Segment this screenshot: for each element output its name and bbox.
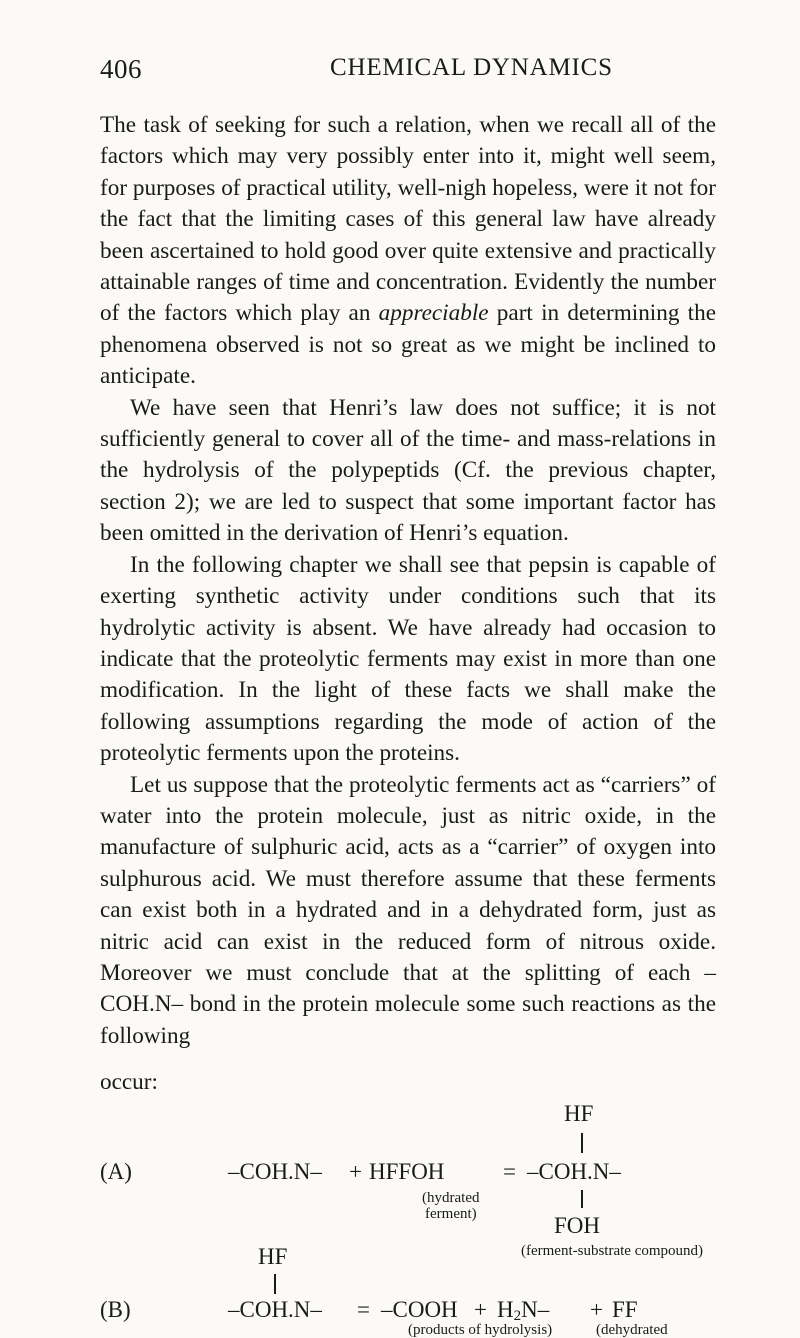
equation-a-plus: +: [349, 1159, 362, 1184]
lead-out-text: occur:: [100, 1069, 158, 1095]
equation-a-top-bond: [581, 1133, 583, 1153]
equation-b-equals: =: [357, 1297, 370, 1322]
equation-a-rhs: –COH.N–: [527, 1159, 621, 1184]
paragraph-4: Let us suppose that the proteolytic ferments act as “carriers” of water into the protein molecule, just as nitric oxide, in the manufacture of sulphuric acid, acts as a “carrier” of oxygen into sulphurous acid. We must therefore assume that these ferments can exist both in a hydrated and in a dehydrated form, just as nitric acid can exist in the reduced form of nitrous oxide. Moreover we must conclude that at the splitting of each –COH.N– bond in the protein molecule some such reactions as the following: [100, 771, 716, 1049]
equation-a-top-group: HF: [564, 1101, 594, 1126]
equation-a-note-rhs: (ferment-substrate compound): [521, 1243, 704, 1259]
running-head: CHEMICAL DYNAMICS: [330, 54, 613, 81]
equation-b-plus-2: +: [590, 1297, 603, 1322]
equation-a-note-reagent-1: (hydrated: [422, 1190, 480, 1206]
equation-b-top-group: HF: [258, 1244, 288, 1269]
equation-b-note-ff: (dehydrated: [596, 1322, 668, 1338]
body-text: [100, 110, 716, 1052]
equation-b-plus-1: +: [474, 1297, 487, 1322]
equation-a-label: (A): [100, 1159, 132, 1184]
equation-b-label: (B): [100, 1297, 131, 1322]
emphasis-appreciable: appreciable: [378, 300, 489, 327]
equation-a-lhs: –COH.N–: [228, 1159, 322, 1184]
page-header: [0, 54, 800, 90]
equation-b-product-3: FF: [612, 1297, 638, 1322]
equation-b-product-2: $H_2N-$: [497, 1297, 550, 1324]
page-number: 406: [100, 54, 142, 84]
paragraph-1: The task of seeking for such a relation, when we recall all of the factors which may very possibly enter into it, might well seem, for purposes of practical utility, well-nigh hopeless, were it not for the fact that the limiting cases of this general law have already been ascertained to hold good over quite extensive and practically attainable ranges of time and concentration. Evidently the number of the factors which play an appreciable part in determining the phenomena observed is not so great as we might be inclined to anticipate.: [100, 112, 716, 390]
equation-b-note-products: (products of hydrolysis): [408, 1322, 553, 1338]
paragraph-2: We have seen that Henri’s law does not suffice; it is not sufficiently general to cover all of the time- and mass-relations in the hydrolysis of the polypeptids (Cf. the previous chapter, section 2); we are led to suspect that some important factor has been omitted in the derivation of Henri’s equation.: [100, 394, 716, 547]
equation-a-bottom-group: FOH: [554, 1213, 601, 1238]
equation-b-product-1: –COOH: [381, 1297, 458, 1322]
equation-a-equals: =: [503, 1159, 516, 1184]
equation-a-bottom-bond: [581, 1190, 583, 1208]
paragraph-3: In the following chapter we shall see that pepsin is capable of exerting synthetic activity under conditions such that its hydrolytic activity is absent. We have already had occasion to indicate that the proteolytic ferments may exist in more than one modification. In the light of these facts we shall make the following assumptions regarding the mode of action of the proteolytic ferments upon the proteins.: [100, 551, 716, 767]
equation-a-reagent: HFFOH: [369, 1159, 445, 1184]
equation-a-note-reagent-2: ferment): [425, 1206, 477, 1222]
equation-b-top-bond: [274, 1274, 276, 1294]
equation-b-lhs: –COH.N–: [228, 1297, 322, 1322]
